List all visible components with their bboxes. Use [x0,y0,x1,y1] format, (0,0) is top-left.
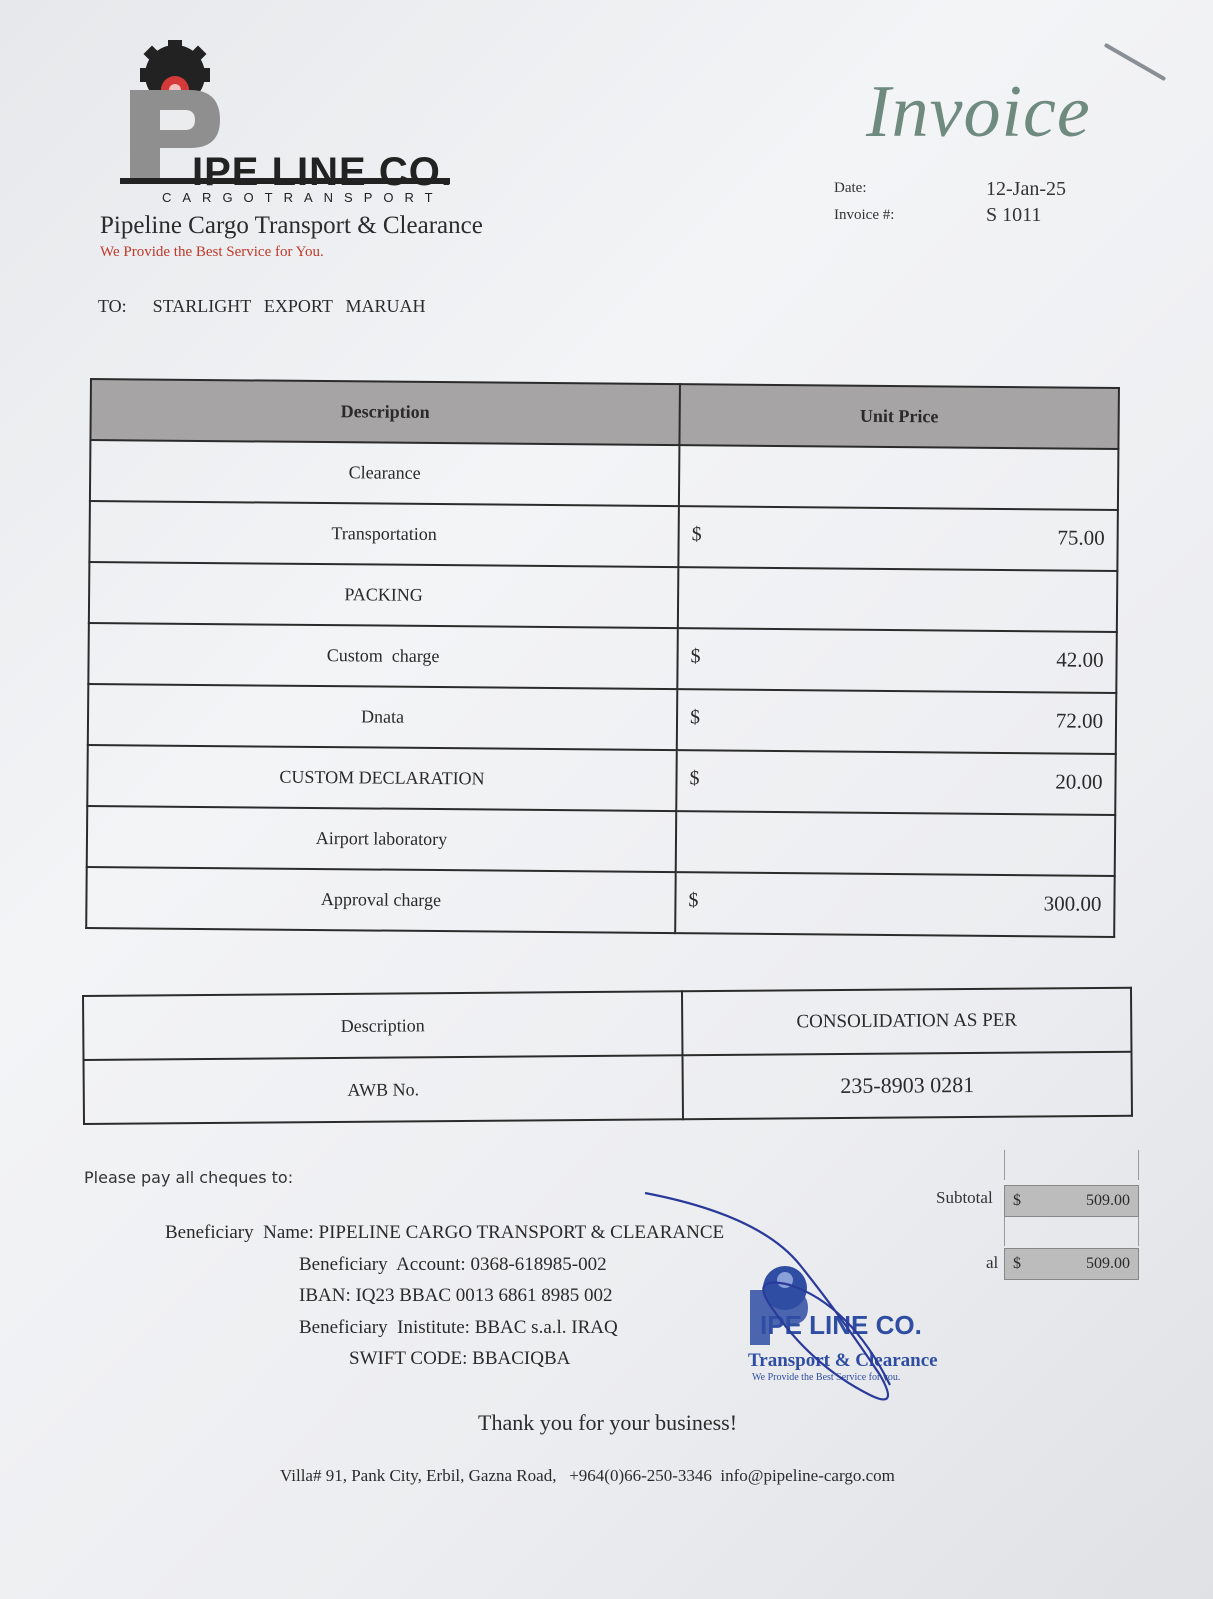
column-header-unit-price: Unit Price [679,384,1119,449]
subtotal-box [1004,1185,1139,1217]
charge-unit-price [676,811,1116,876]
stamp-line-3: We Provide the Best Service for you. [752,1372,901,1383]
total-currency: $ [1013,1255,1021,1272]
swift-code: SWIFT CODE: BBACIQBA [349,1348,571,1369]
charge-unit-price [679,445,1119,510]
charge-unit-price [678,506,1118,571]
thank-you-message: Thank you for your business! [478,1410,738,1435]
charge-unit-price [676,750,1116,815]
charge-currency: $ [690,645,701,668]
signature [640,1185,920,1415]
charge-description: Dnata [88,684,678,750]
beneficiary-account: Beneficiary Account: 0368-618985-002 [299,1254,607,1275]
subtotal-value: 509.00 [1086,1192,1130,1209]
charge-description: CUSTOM DECLARATION [87,745,677,811]
table-row [90,440,1118,510]
logo-subtitle: CARGOTRANSPORT [162,190,444,205]
subtotal-currency: $ [1013,1192,1021,1209]
table-row [88,684,1116,754]
charge-currency: $ [689,767,700,790]
date-label: Date: [834,180,867,196]
table-row [87,745,1115,815]
table-row [86,867,1114,937]
charge-description: Custom charge [88,623,678,689]
charge-description: Approval charge [86,867,676,933]
recipient-line [98,296,426,317]
stamp-wordmark: IPE LINE CO. [760,1310,922,1340]
description-label: Description [83,991,682,1060]
logo-wordmark: IPE LINE CO. [192,150,453,194]
charge-currency: $ [689,706,701,729]
beneficiary-iban: IBAN: IQ23 BBAC 0013 6861 8985 002 [299,1285,613,1306]
charge-amount: 75.00 [1057,525,1105,550]
charge-unit-price [677,628,1117,693]
total-label: al [986,1253,999,1272]
charge-currency: $ [688,889,699,912]
awb-value: 235-8903 0281 [682,1052,1131,1120]
table-row [84,1052,1132,1124]
charge-description: Clearance [90,440,680,506]
description-value: CONSOLIDATION AS PER [682,988,1131,1056]
charge-amount: 72.00 [1055,708,1104,733]
totals-grid-line [1004,1150,1139,1180]
shipment-info-table [82,987,1133,1125]
totals-grid-line [1004,1216,1139,1246]
recipient-label: TO: [98,296,127,316]
charges-body [86,440,1118,937]
total-value: 509.00 [1086,1255,1130,1272]
charges-table [85,378,1120,938]
beneficiary-name: Beneficiary Name: PIPELINE CARGO TRANSPORT & CLEARANCE [165,1222,725,1243]
date-value: 12-Jan-25 [986,178,1066,200]
table-row [89,562,1117,632]
payment-heading: Please pay all cheques to: [84,1168,294,1187]
charge-currency: $ [691,523,702,546]
charge-amount: 20.00 [1055,769,1103,794]
invoice-title: Invoice [866,71,1091,153]
charges-header-row [90,379,1118,449]
company-tagline: We Provide the Best Service for You. [100,244,324,260]
charge-amount: 42.00 [1056,647,1104,672]
invoice-number-label: Invoice #: [834,207,895,223]
footer-address: Villa# 91, Pank City, Erbil, Gazna Road, +964(0)66-250-3346 info@pipeline-cargo.com [280,1466,895,1485]
recipient-name: STARLIGHT EXPORT MARUAH [152,296,426,316]
charge-description: PACKING [89,562,679,628]
table-row [89,501,1117,571]
pen-mark [1104,43,1167,81]
charge-unit-price [677,689,1117,754]
company-name: Pipeline Cargo Transport & Clearance [100,212,483,239]
beneficiary-institute: Beneficiary Inistitute: BBAC s.a.l. IRAQ [299,1317,618,1338]
charge-description: Airport laboratory [87,806,677,872]
table-row [83,988,1131,1060]
table-row [88,623,1116,693]
awb-label: AWB No. [84,1055,683,1124]
subtotal-label: Subtotal [936,1188,993,1207]
invoice-number-value: S 1011 [986,204,1042,226]
charge-description: Transportation [89,501,679,567]
table-row [87,806,1115,876]
stamp-line-2: Transport & Clearance [748,1350,938,1371]
total-box [1004,1248,1139,1280]
charge-amount: 300.00 [1043,891,1102,916]
charge-unit-price [678,567,1118,632]
charge-unit-price [675,872,1115,937]
column-header-description: Description [90,379,680,445]
